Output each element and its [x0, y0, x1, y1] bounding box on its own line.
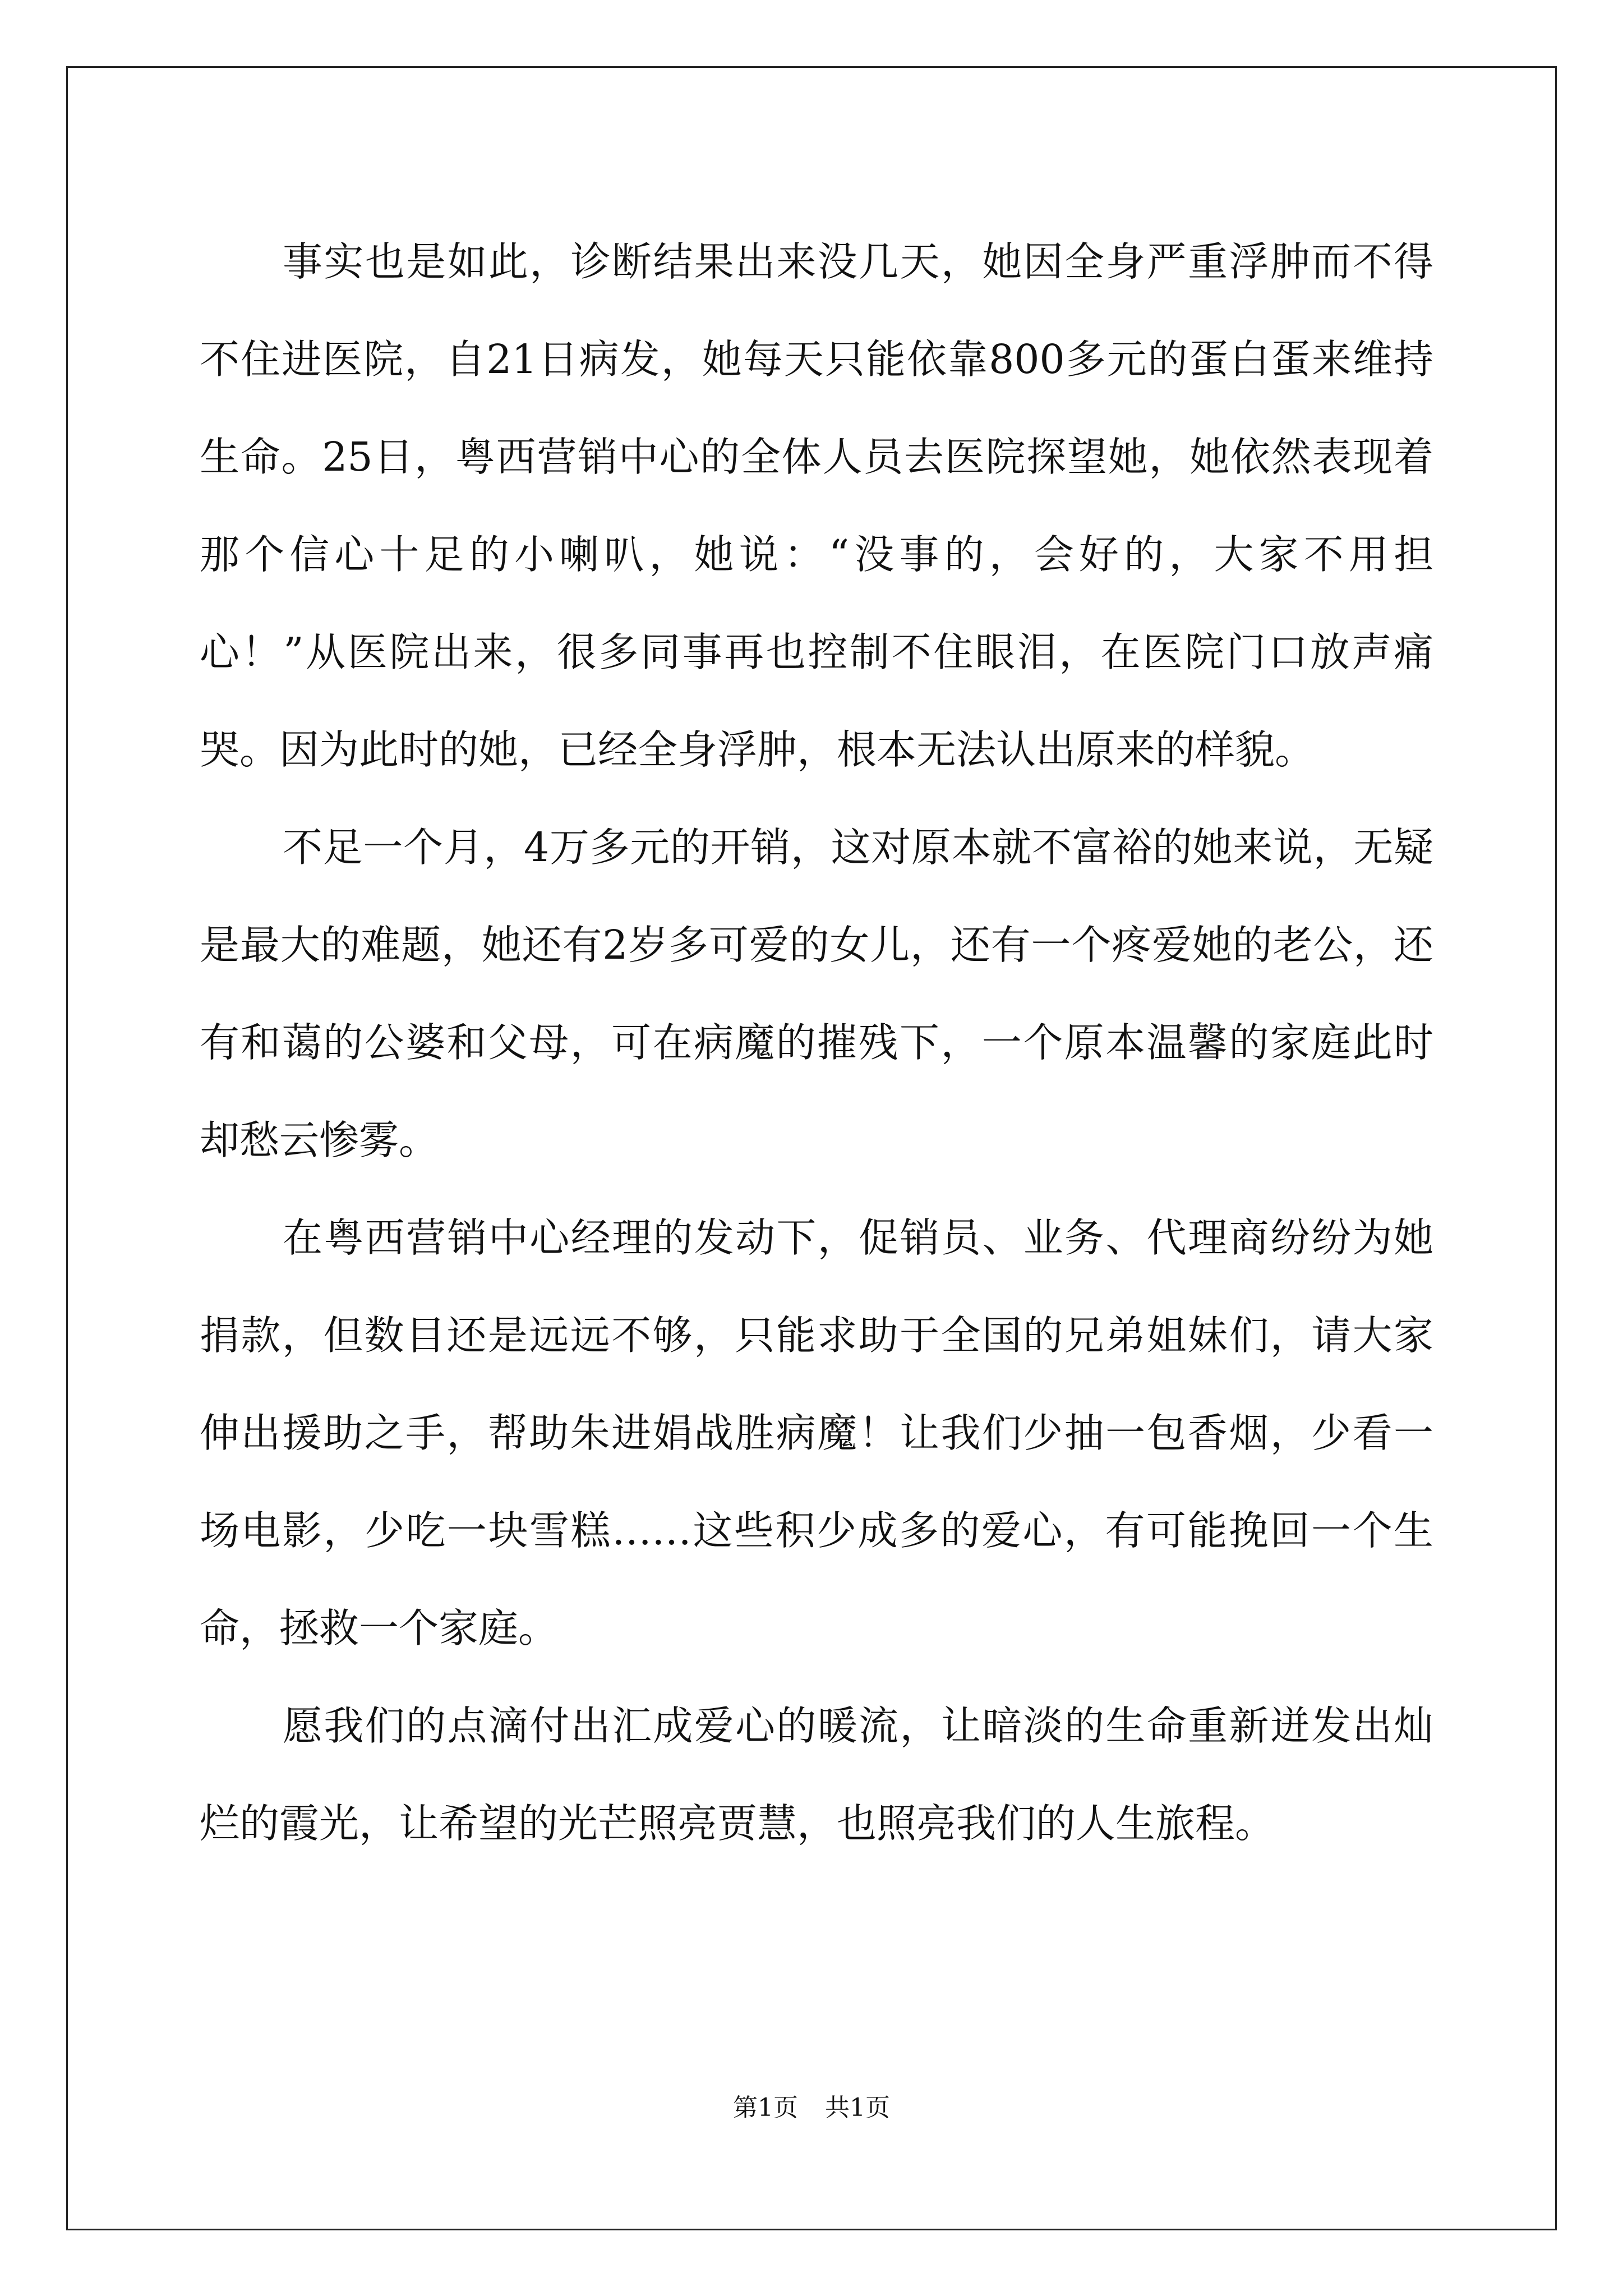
page-footer: [0, 2091, 1623, 2125]
document-body: [200, 213, 1433, 1872]
page-total: 共1页: [825, 2093, 890, 2122]
page-number: 第1页: [733, 2093, 798, 2122]
paragraph-2: 不足一个月，4万多元的开销，这对原本就不富裕的她来说，无疑是最大的难题，她还有2岁多可爱的女儿，还有一个疼爱她的老公，还有和蔼的公婆和父母，可在病魔的摧残下，一个原本温馨的家庭此时却愁云惨雾。: [200, 824, 1433, 1163]
paragraph-3: 在粤西营销中心经理的发动下，促销员、业务、代理商纷纷为她捐款，但数目还是远远不够，只能求助于全国的兄弟姐妹们，请大家伸出援助之手，帮助朱进娟战胜病魔！让我们少抽一包香烟，少看一场电影，少吃一块雪糕……这些积少成多的爱心，有可能挽回一个生命，拯救一个家庭。: [200, 1214, 1433, 1651]
paragraph-4: 愿我们的点滴付出汇成爱心的暖流，让暗淡的生命重新迸发出灿烂的霞光，让希望的光芒照亮贾慧，也照亮我们的人生旅程。: [200, 1703, 1433, 1847]
paragraph-1: 事实也是如此，诊断结果出来没几天，她因全身严重浮肿而不得不住进医院，自21日病发，她每天只能依靠800多元的蛋白蛋来维持生命。25日，粤西营销中心的全体人员去医院探望她，她依然表现着那个信心十足的小喇叭，她说：“没事的，会好的，大家不用担心！”从医院出来，很多同事再也控制不住眼泪，在医院门口放声痛哭。因为此时的她，已经全身浮肿，根本无法认出原来的样貌。: [200, 238, 1433, 773]
